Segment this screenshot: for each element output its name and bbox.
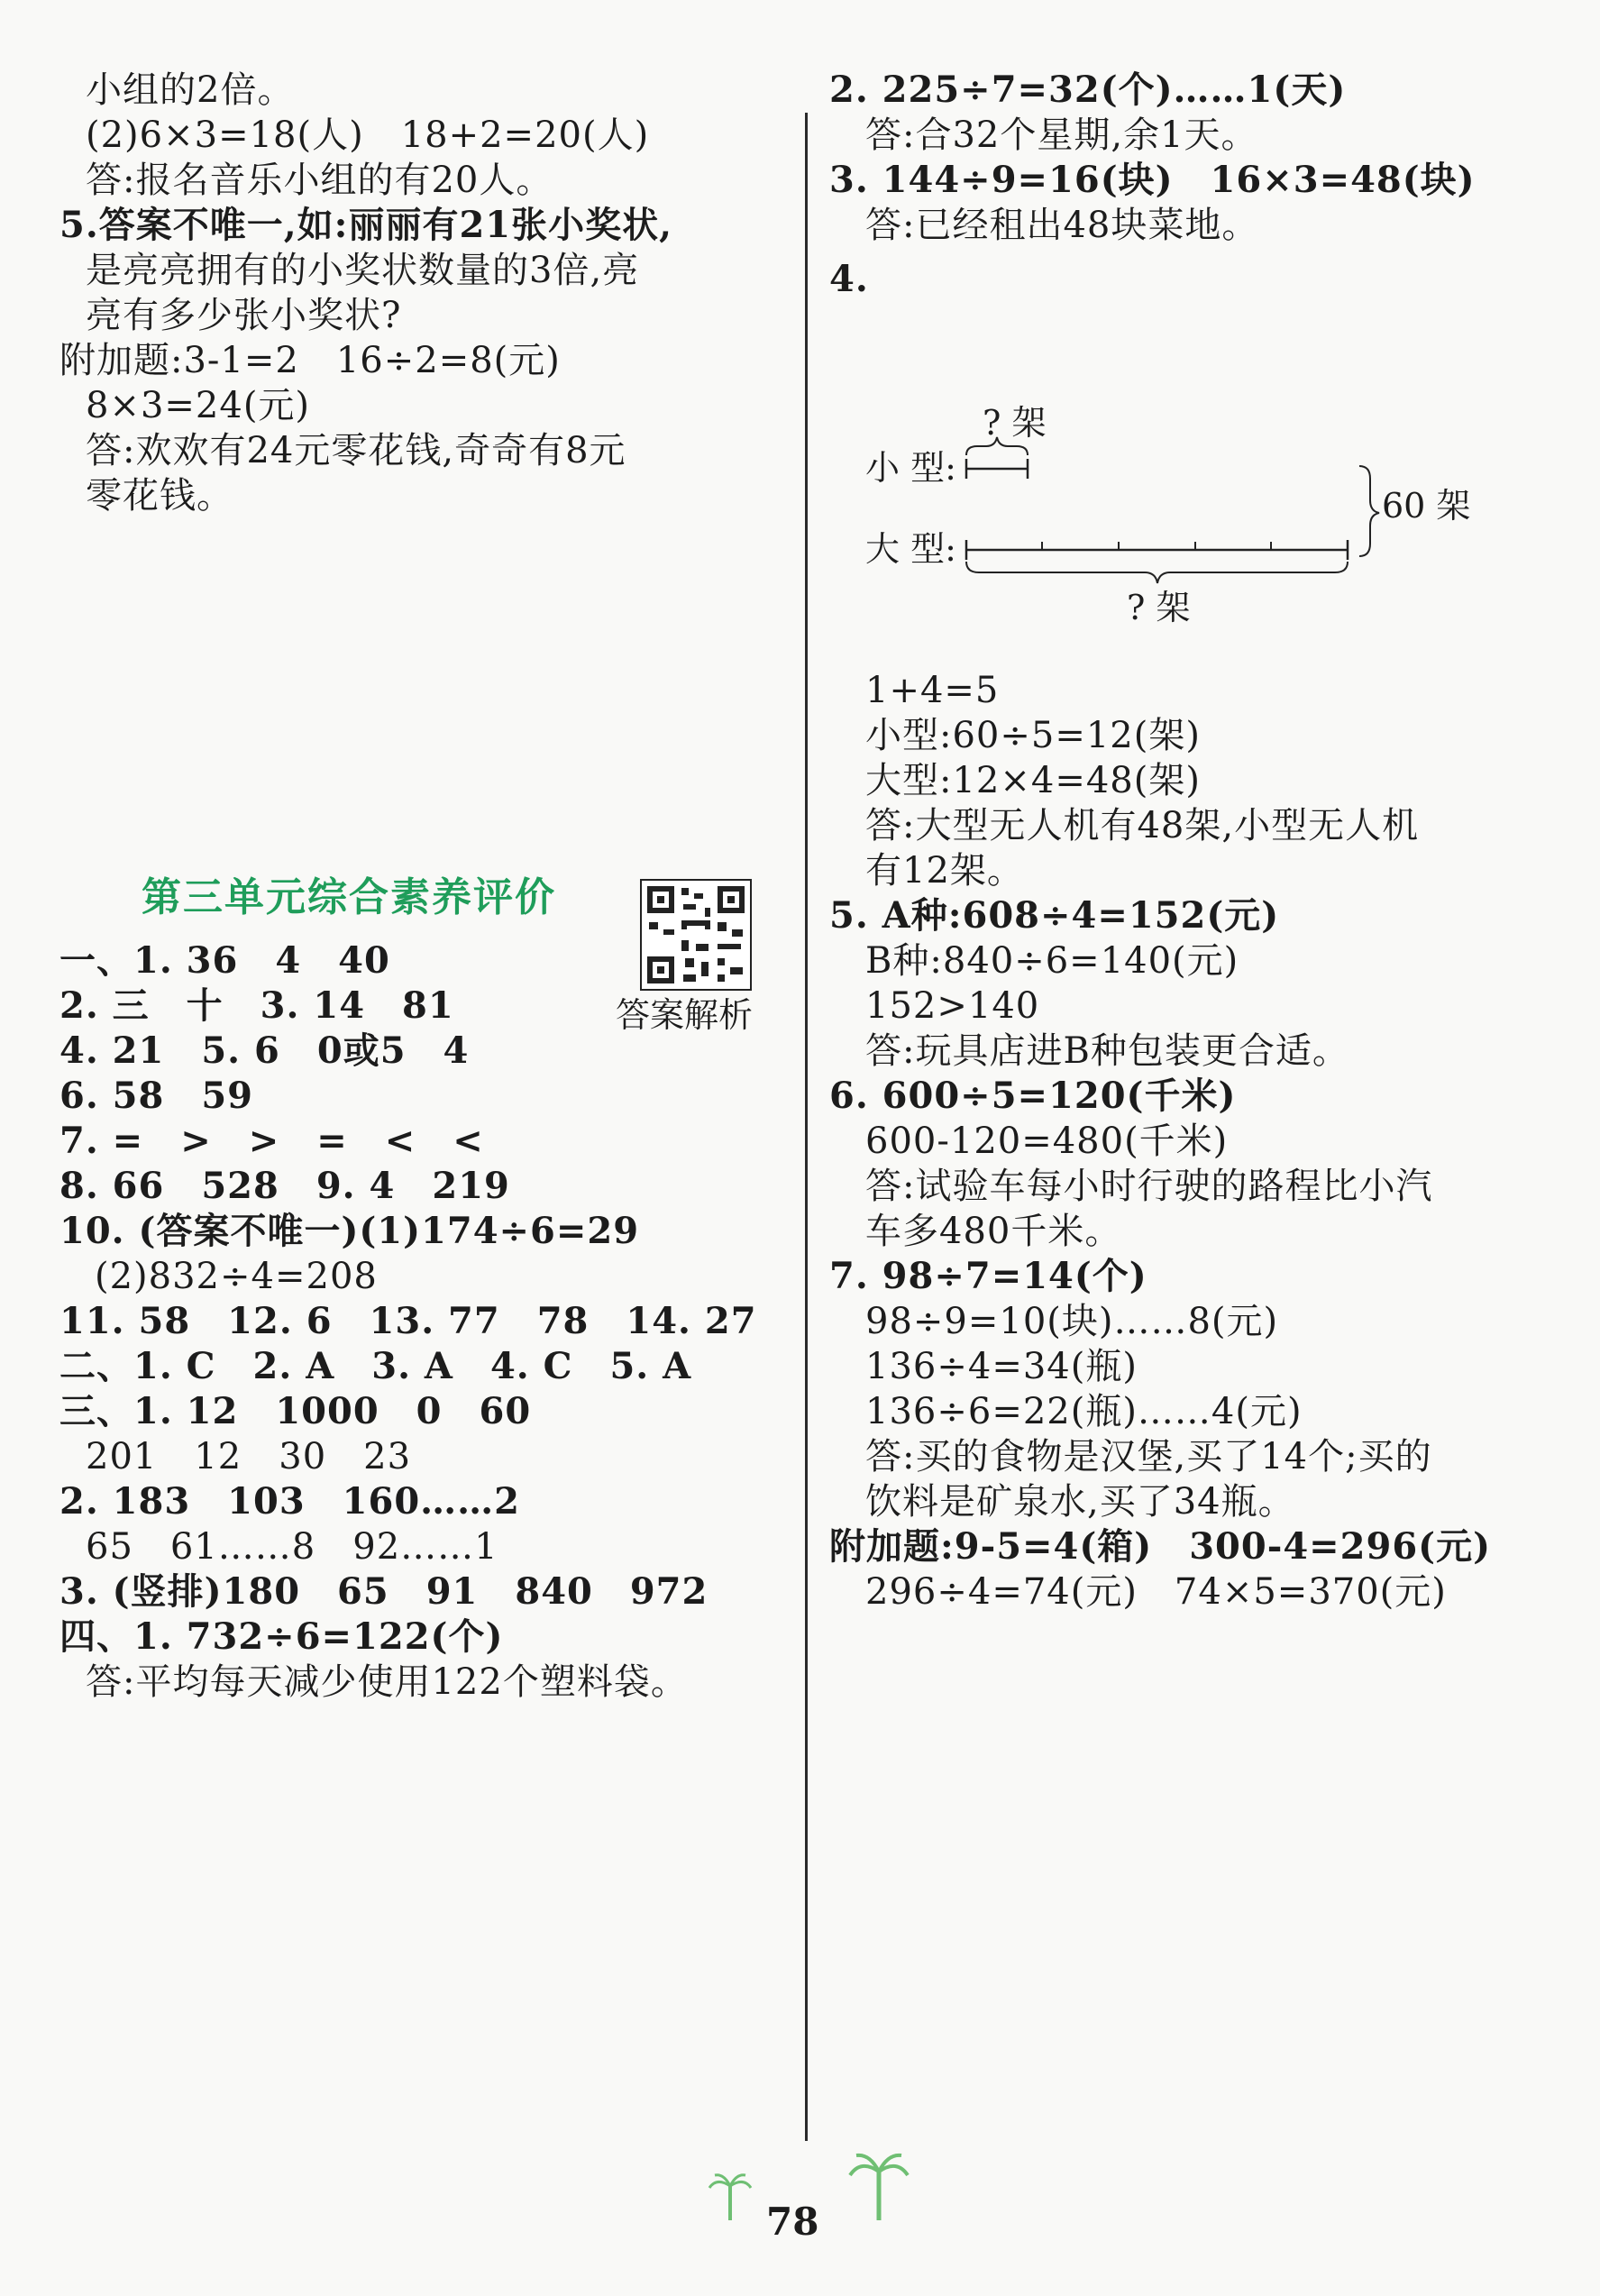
- text-line: 车多480千米。: [865, 1211, 1122, 1252]
- text-line: 小组的2倍。: [86, 69, 295, 111]
- text-line: 5.答案不唯一,如:丽丽有21张小奖状,: [59, 204, 673, 246]
- text-line: 8. 66 528 9. 4 219: [59, 1165, 510, 1207]
- palm-tree-icon: [847, 2150, 910, 2222]
- text-line: 答:买的食物是汉堡,买了14个;买的: [865, 1436, 1432, 1477]
- text-line: 201 12 30 23: [86, 1436, 412, 1477]
- text-line: 136÷6=22(瓶)……4(元): [865, 1391, 1303, 1432]
- text-line: 98÷9=10(块)……8(元): [865, 1301, 1279, 1342]
- text-line: 4.: [829, 258, 869, 300]
- text-line: 饮料是矿泉水,买了34瓶。: [865, 1481, 1295, 1523]
- text-line: 600-120=480(千米): [865, 1121, 1229, 1162]
- text-line: 零花钱。: [86, 475, 233, 517]
- text-line: 答:报名音乐小组的有20人。: [86, 160, 553, 201]
- palm-tree-icon: [708, 2168, 753, 2222]
- text-line: 7. = > > = < <: [59, 1120, 484, 1162]
- text-line: 296÷4=74(元) 74×5=370(元): [865, 1571, 1447, 1613]
- qr-code[interactable]: [640, 879, 752, 991]
- text-line: 4. 21 5. 6 0或5 4: [59, 1029, 470, 1072]
- text-line: 8×3=24(元): [86, 385, 311, 426]
- text-line: 7. 98÷7=14(个): [829, 1255, 1147, 1297]
- qr-caption: 答案解析: [616, 995, 754, 1035]
- text-line: 答:大型无人机有48架,小型无人机: [865, 805, 1420, 846]
- text-line: 5. A种:608÷4=152(元): [829, 894, 1280, 937]
- text-line: 四、1. 732÷6=122(个): [59, 1615, 504, 1658]
- text-line: 附加题:3-1=2 16÷2=8(元): [59, 340, 561, 381]
- text-line: 152>140: [865, 985, 1040, 1027]
- diagram-small-label: 小 型:: [865, 448, 956, 488]
- text-line: 3. (竖排)180 65 91 840 972: [59, 1570, 709, 1613]
- text-line: 2. 三 十 3. 14 81: [59, 984, 454, 1027]
- text-line: 答:平均每天减少使用122个塑料袋。: [86, 1661, 688, 1703]
- text-line: 三、1. 12 1000 0 60: [59, 1390, 532, 1432]
- text-line: 答:欢欢有24元零花钱,奇奇有8元: [86, 430, 626, 471]
- text-line: 小型:60÷5=12(架): [865, 715, 1201, 756]
- column-divider: [805, 113, 808, 2141]
- text-line: 3. 144÷9=16(块) 16×3=48(块): [829, 159, 1476, 201]
- text-line: 6. 600÷5=120(千米): [829, 1075, 1237, 1117]
- text-line: 2. 225÷7=32(个)……1(天): [829, 69, 1347, 111]
- text-line: 10. (答案不唯一)(1)174÷6=29: [59, 1210, 640, 1252]
- text-line: 1+4=5: [865, 670, 1000, 711]
- diagram-total-label: 60 架: [1382, 486, 1471, 526]
- text-line: 答:合32个星期,余1天。: [865, 114, 1258, 156]
- text-line: 2. 183 103 160……2: [59, 1480, 521, 1523]
- text-line: 答:试验车每小时行驶的路程比小汽: [865, 1166, 1433, 1207]
- diagram-lines: [865, 401, 1514, 645]
- text-line: (2)6×3=18(人) 18+2=20(人): [86, 114, 650, 156]
- text-line: 答:玩具店进B种包装更合适。: [865, 1030, 1349, 1072]
- diagram-bottom-label: ? 架: [1127, 588, 1191, 627]
- text-line: 一、1. 36 4 40: [59, 939, 390, 982]
- text-line: 11. 58 12. 6 13. 77 78 14. 27: [59, 1300, 757, 1342]
- text-line: 答:已经租出48块菜地。: [865, 205, 1259, 246]
- page-number: 78: [766, 2200, 819, 2244]
- text-line: 二、1. C 2. A 3. A 4. C 5. A: [59, 1345, 692, 1387]
- diagram-top-label: ? 架: [983, 403, 1047, 443]
- text-line: 亮有多少张小奖状?: [86, 295, 402, 336]
- text-line: 大型:12×4=48(架): [865, 760, 1201, 801]
- section-title: 第三单元综合素养评价: [142, 874, 556, 920]
- diagram-large-label: 大 型:: [865, 529, 956, 569]
- segment-diagram: [865, 401, 1514, 645]
- text-line: 有12架。: [865, 850, 1024, 892]
- text-line: 6. 58 59: [59, 1075, 254, 1117]
- text-line: B种:840÷6=140(元): [865, 940, 1239, 982]
- text-line: (2)832÷4=208: [95, 1256, 378, 1297]
- text-line: 是亮亮拥有的小奖状数量的3倍,亮: [86, 250, 640, 291]
- text-line: 65 61……8 92……1: [86, 1526, 498, 1568]
- text-line: 136÷4=34(瓶): [865, 1346, 1138, 1387]
- text-line: 附加题:9-5=4(箱) 300-4=296(元): [829, 1525, 1492, 1568]
